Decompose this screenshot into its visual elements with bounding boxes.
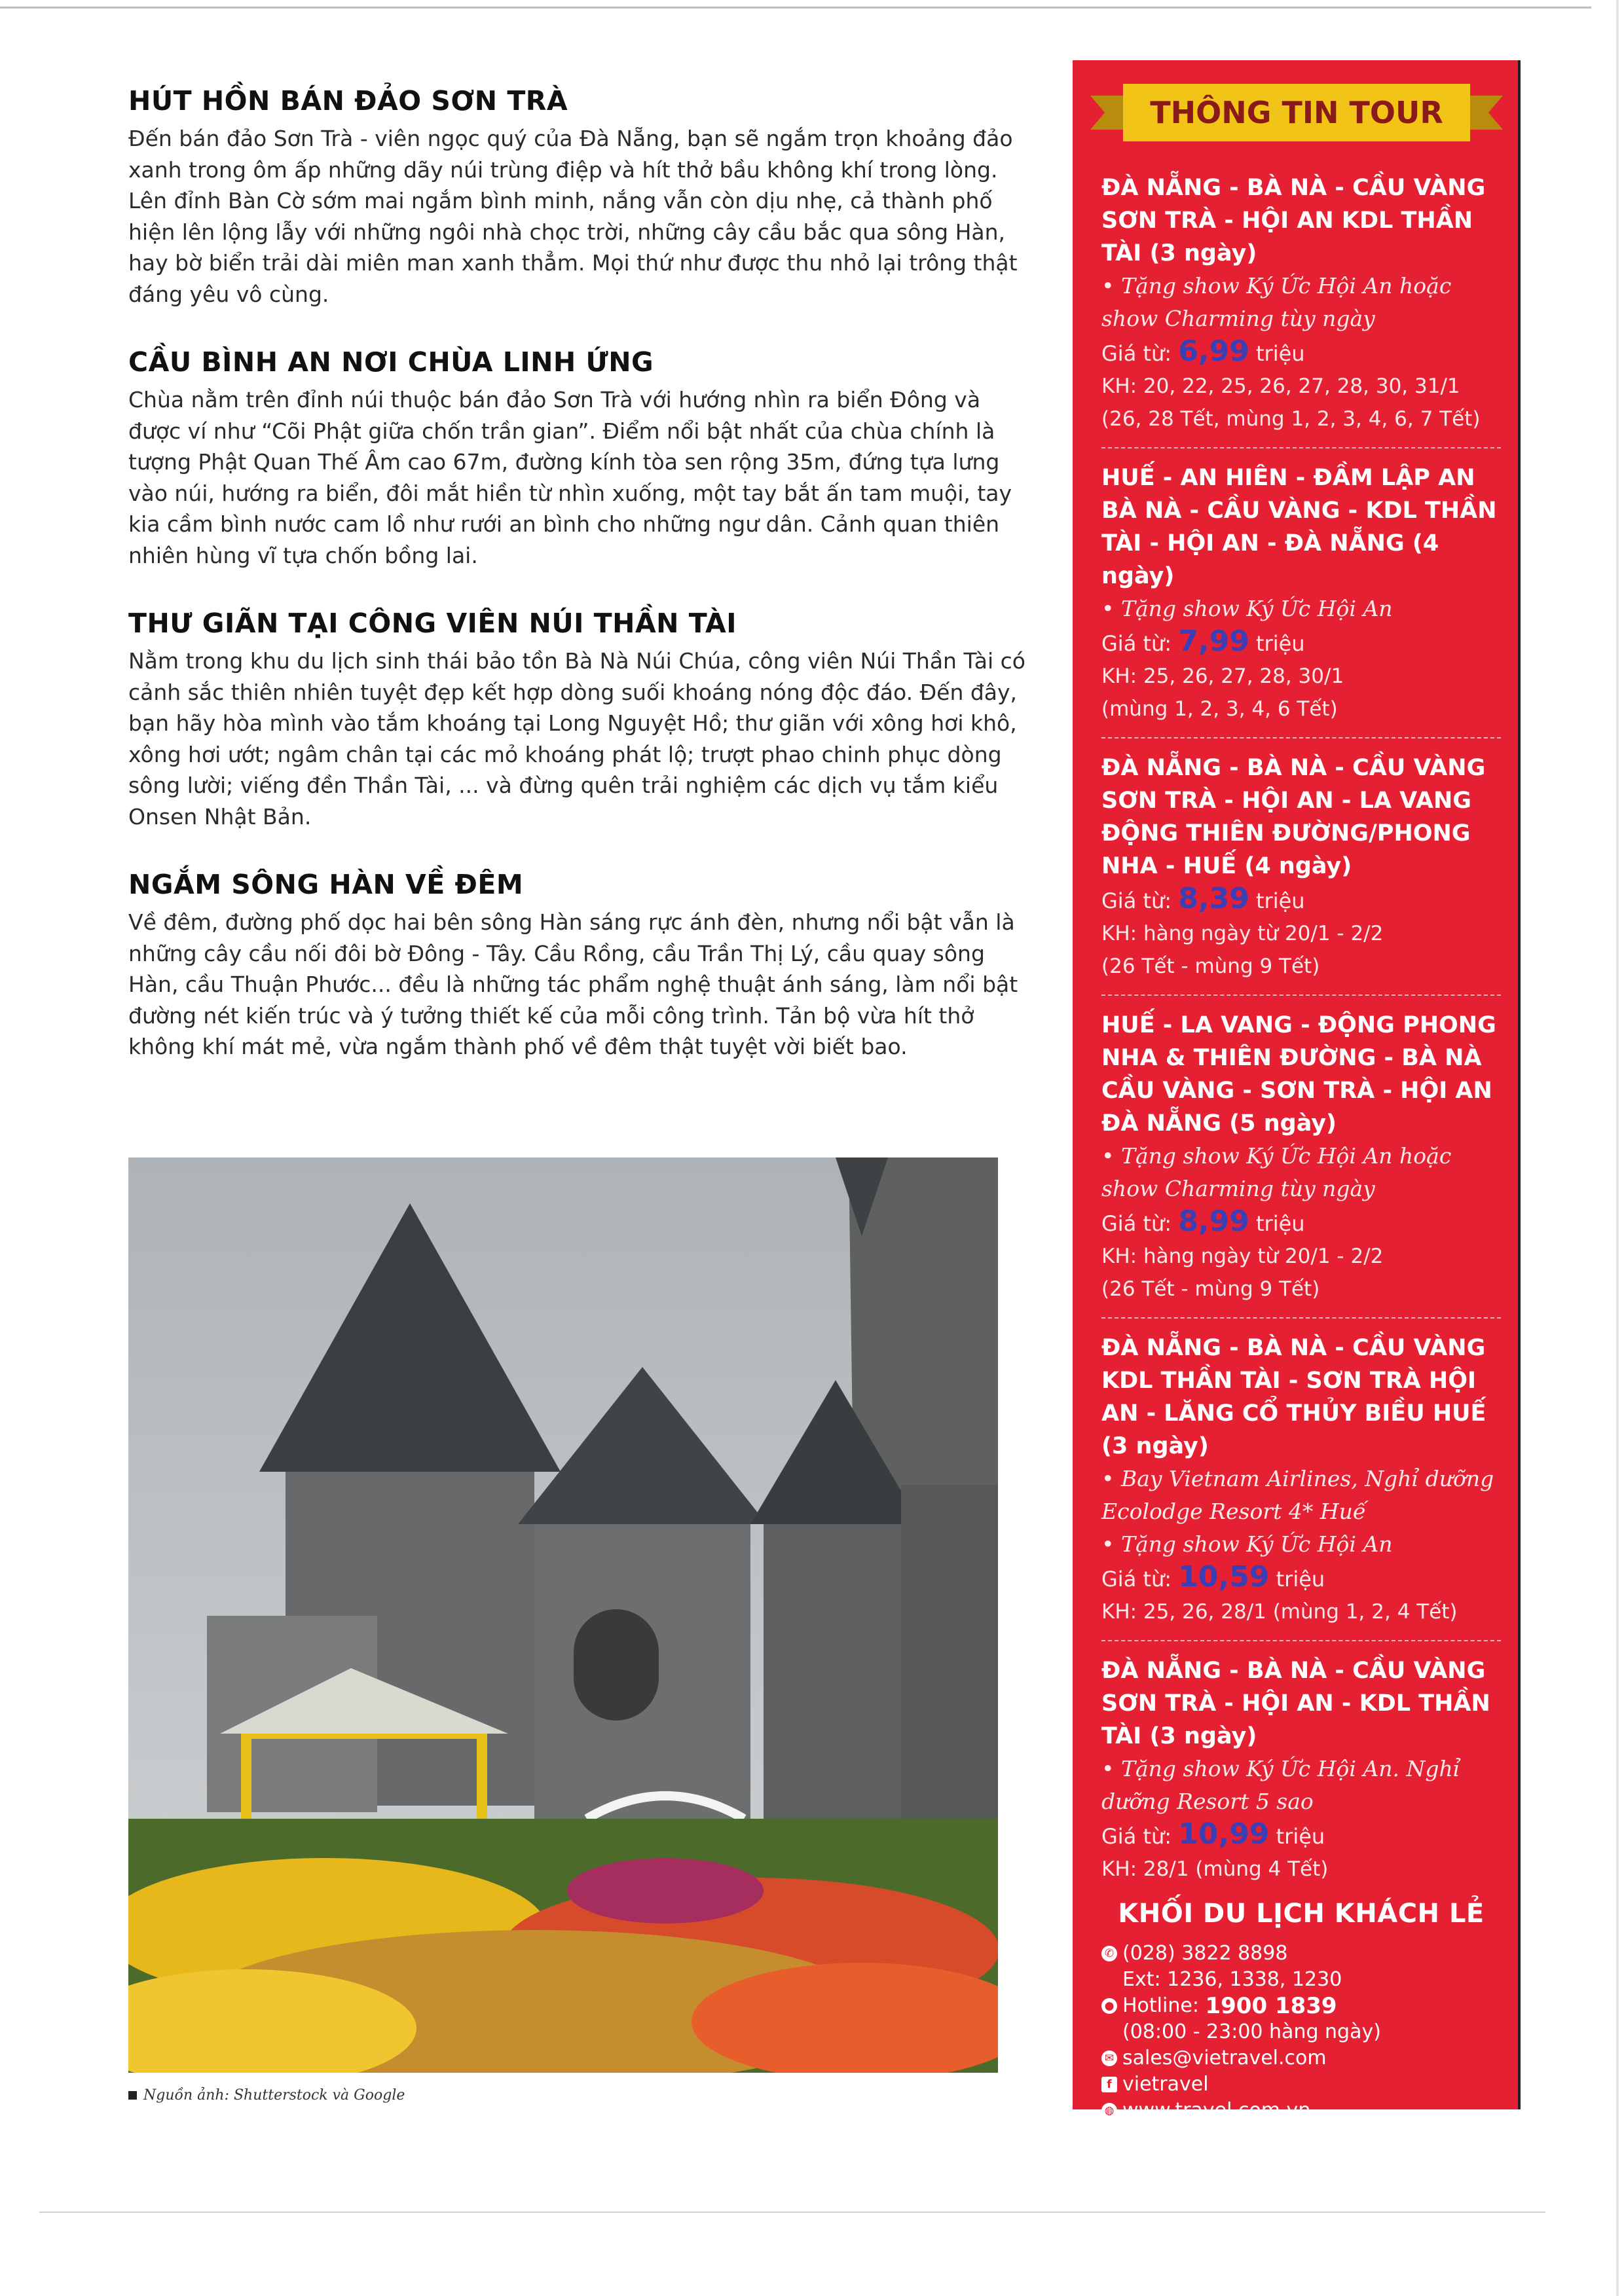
facebook-link[interactable]: vietravel <box>1122 2073 1209 2096</box>
price-unit: triệu <box>1255 341 1305 366</box>
tour-gift: • Tặng show Ký Ức Hội An <box>1101 1531 1393 1557</box>
tour-name: HUẾ - AN HIÊN - ĐẦM LẬP AN BÀ NÀ - CẦU VÀNG - KDL THẦN TÀI - HỘI AN - ĐÀ NẴNG (4 ngày) <box>1101 465 1497 589</box>
website-row <box>1101 2098 1501 2124</box>
hours-row <box>1101 2019 1501 2045</box>
tour-dates: KH: 20, 22, 25, 26, 27, 28, 30, 31/1 <box>1101 374 1460 398</box>
price-unit: triệu <box>1255 888 1305 913</box>
price-unit: triệu <box>1276 1824 1325 1849</box>
tour-price <box>1101 1818 1501 1853</box>
price-value: 7,99 <box>1178 625 1249 658</box>
tour-dates: (mùng 1, 2, 3, 4, 6 Tết) <box>1101 697 1338 721</box>
person-icon: ● <box>1101 1998 1117 2014</box>
section-title: NGẮM SÔNG HÀN VỀ ĐÊM <box>128 869 524 900</box>
page-edge <box>1616 0 1619 2296</box>
tour-dates: KH: hàng ngày từ 20/1 - 2/2 <box>1101 1245 1384 1268</box>
section-body: Về đêm, đường phố dọc hai bên sông Hàn sáng rực ánh đèn, nhưng nổi bật vẫn là những cây cầu nối đôi bờ Đông - Tây. Cầu Rồng, cầu Trần Thị Lý, cầu quay sông Hàn, cầu Thuận Phước... đều là những tác phẩm nghệ thuật ánh sáng, làm nổi bật đường nét kiến trúc và ý tưởng thiết kế của mỗi công trình. Tản bộ vừa hít thở không khí mát mẻ, vừa ngắm thành phố về đêm thật tuyệt vời biết bao. <box>128 909 1018 1059</box>
contact-title: KHỐI DU LỊCH KHÁCH LẺ <box>1118 1899 1485 1929</box>
section-body: Đến bán đảo Sơn Trà - viên ngọc quý của Đà Nẵng, bạn sẽ ngắm trọn khoảng đảo xanh trong ôm ấp những dãy núi trùng điệp và hít thở bầu không khí trong lòng. Lên đỉnh Bàn Cờ sớm mai ngắm bình minh, nắng vẫn còn dịu nhẹ, cả thành phố hiện lên lộng lẫy với những ngôi nhà chọc trời, những cây cầu bắc qua sông Hàn, hay bờ biển trải dài miên man xanh thẳm. Mọi thứ như được thu nhỏ lại trông thật đáng yêu vô cùng. <box>128 126 1018 307</box>
tour-item <box>1101 462 1501 738</box>
hotline-label: Hotline: <box>1122 1994 1199 2017</box>
photo-caption <box>128 2087 405 2104</box>
contact-block <box>1101 1899 1501 2124</box>
price-value: 10,59 <box>1178 1560 1270 1594</box>
tour-item <box>1101 1332 1501 1641</box>
price-value: 10,99 <box>1178 1817 1270 1851</box>
castle-illustration <box>128 1157 998 2073</box>
caption-text: Nguồn ảnh: Shutterstock và Google <box>143 2087 405 2104</box>
caption-bullet <box>128 2091 137 2100</box>
article <box>128 85 1025 1099</box>
price-value: 8,99 <box>1178 1205 1249 1238</box>
price-unit: triệu <box>1255 631 1305 656</box>
email-row <box>1101 2045 1501 2071</box>
top-rule <box>0 7 1591 9</box>
mail-icon: ✉ <box>1101 2050 1117 2066</box>
price-prefix: Giá từ: <box>1101 341 1172 366</box>
tour-dates: (26, 28 Tết, mùng 1, 2, 3, 4, 6, 7 Tết) <box>1101 407 1481 431</box>
price-value: 6,99 <box>1178 335 1249 368</box>
facebook-row <box>1101 2071 1501 2098</box>
tour-name: ĐÀ NẴNG - BÀ NÀ - CẦU VÀNG SƠN TRÀ - HỘI AN KDL THẦN TÀI (3 ngày) <box>1101 175 1486 266</box>
tour-list <box>1101 172 1501 1910</box>
tour-price <box>1101 1205 1501 1240</box>
panel-title: THÔNG TIN TOUR <box>1150 95 1443 130</box>
globe-icon: ◍ <box>1101 2103 1117 2119</box>
tour-dates: (26 Tết - mùng 9 Tết) <box>1101 955 1320 978</box>
tour-dates: KH: 25, 26, 28/1 (mùng 1, 2, 4 Tết) <box>1101 1600 1458 1624</box>
section-title: CẦU BÌNH AN NƠI CHÙA LINH ỨNG <box>128 346 654 378</box>
price-prefix: Giá từ: <box>1101 1567 1172 1592</box>
price-prefix: Giá từ: <box>1101 1824 1172 1849</box>
section-title: HÚT HỒN BÁN ĐẢO SƠN TRÀ <box>128 85 568 117</box>
website-link[interactable]: www.travel.com.vn <box>1122 2099 1311 2122</box>
tour-name: ĐÀ NẴNG - BÀ NÀ - CẦU VÀNG SƠN TRÀ - HỘI AN - LA VANG ĐỘNG THIÊN ĐƯỜNG/PHONG NHA - HUẾ (4 ngày) <box>1101 755 1486 879</box>
tour-gift: • Bay Vietnam Airlines, Nghỉ dưỡng Ecolodge Resort 4* Huế <box>1101 1466 1494 1524</box>
hotline-number[interactable]: 1900 1839 <box>1205 1993 1337 2019</box>
tour-item <box>1101 1654 1501 1897</box>
tour-price <box>1101 1561 1501 1595</box>
tour-price <box>1101 883 1501 917</box>
price-prefix: Giá từ: <box>1101 888 1172 913</box>
email-link[interactable]: sales@vietravel.com <box>1122 2047 1327 2069</box>
phone-row <box>1101 1941 1501 1967</box>
tour-price <box>1101 625 1501 660</box>
phone-number[interactable]: (028) 3822 8898 <box>1122 1942 1288 1965</box>
section-nui-than-tai <box>128 608 1025 832</box>
price-value: 8,39 <box>1178 882 1249 915</box>
tour-dates: KH: hàng ngày từ 20/1 - 2/2 <box>1101 922 1384 945</box>
tour-name: HUẾ - LA VANG - ĐỘNG PHONG NHA & THIÊN ĐƯỜNG - BÀ NÀ CẦU VÀNG - SƠN TRÀ - HỘI AN ĐÀ NẴNG (5 ngày) <box>1101 1012 1496 1137</box>
tour-item <box>1101 172 1501 448</box>
section-title: THƯ GIÃN TẠI CÔNG VIÊN NÚI THẦN TÀI <box>128 608 737 639</box>
tour-price <box>1101 335 1501 370</box>
phone-ext: Ext: 1236, 1338, 1230 <box>1122 1968 1342 1991</box>
tour-gift: • Tặng show Ký Ức Hội An. Nghỉ dưỡng Resort 5 sao <box>1101 1756 1460 1814</box>
ext-row <box>1101 1967 1501 1993</box>
bottom-rule <box>39 2212 1545 2213</box>
tour-dates: KH: 28/1 (mùng 4 Tết) <box>1101 1857 1329 1881</box>
tour-banner <box>1090 77 1503 148</box>
tour-gift: • Tặng show Ký Ức Hội An hoặc show Charming tùy ngày <box>1101 273 1452 331</box>
price-prefix: Giá từ: <box>1101 1211 1172 1236</box>
facebook-icon: f <box>1101 2077 1117 2092</box>
section-body: Chùa nằm trên đỉnh núi thuộc bán đảo Sơn Trà với hướng nhìn ra biển Đông và được ví như “Cõi Phật giữa chốn trần gian”. Điểm nổi bật nhất của chùa chính là tượng Phật Quan Thế Âm cao 67m, đường kính tòa sen rộng 35m, đứng tựa lưng vào núi, hướng ra biển, đôi mắt hiền từ nhìn xuống, một tay bắt ấn tam muội, tay kia cầm bình nước cam lồ như rưới an bình cho những ngư dân. Cảnh quan thiên nhiên hùng vĩ tựa chốn bồng lai. <box>128 387 1012 568</box>
tour-gift: • Tặng show Ký Ức Hội An hoặc show Charming tùy ngày <box>1101 1143 1452 1201</box>
section-son-tra <box>128 85 1025 310</box>
section-body: Nằm trong khu du lịch sinh thái bảo tồn Bà Nà Núi Chúa, công viên Núi Thần Tài có cảnh sắc thiên nhiên tuyệt đẹp kết hợp dòng suối khoáng nóng độc đáo. Đến đây, bạn hãy hòa mình vào tắm khoáng tại Long Nguyệt Hồ; thư giãn với xông hơi khô, xông hơi ướt; ngâm chân tại các mỏ khoáng phát lộ; trượt phao chinh phục dòng sông lười; viếng đền Thần Tài, ... và đừng quên trải nghiệm các dịch vụ tắm kiểu Onsen Nhật Bản. <box>128 648 1025 829</box>
tour-dates: (26 Tết - mùng 9 Tết) <box>1101 1277 1320 1301</box>
tour-name: ĐÀ NẴNG - BÀ NÀ - CẦU VÀNG SƠN TRÀ - HỘI AN - KDL THẦN TÀI (3 ngày) <box>1101 1658 1490 1749</box>
section-chua-linh-ung <box>128 346 1025 571</box>
tour-name: ĐÀ NẴNG - BÀ NÀ - CẦU VÀNG KDL THẦN TÀI - SƠN TRÀ HỘI AN - LĂNG CỔ THỦY BIỀU HUẾ (3 ngày) <box>1101 1335 1486 1459</box>
price-prefix: Giá từ: <box>1101 631 1172 656</box>
tour-dates: KH: 25, 26, 27, 28, 30/1 <box>1101 665 1344 688</box>
section-song-han <box>128 869 1025 1063</box>
hours-text: (08:00 - 23:00 hàng ngày) <box>1122 2020 1381 2043</box>
price-unit: triệu <box>1276 1567 1325 1592</box>
tour-item <box>1101 752 1501 996</box>
hotline-row <box>1101 1993 1501 2019</box>
price-unit: triệu <box>1255 1211 1305 1236</box>
tour-item <box>1101 1009 1501 1319</box>
castle-garden-photo <box>128 1157 998 2073</box>
phone-icon: ✆ <box>1101 1946 1117 1961</box>
tour-gift: • Tặng show Ký Ức Hội An <box>1101 596 1393 621</box>
